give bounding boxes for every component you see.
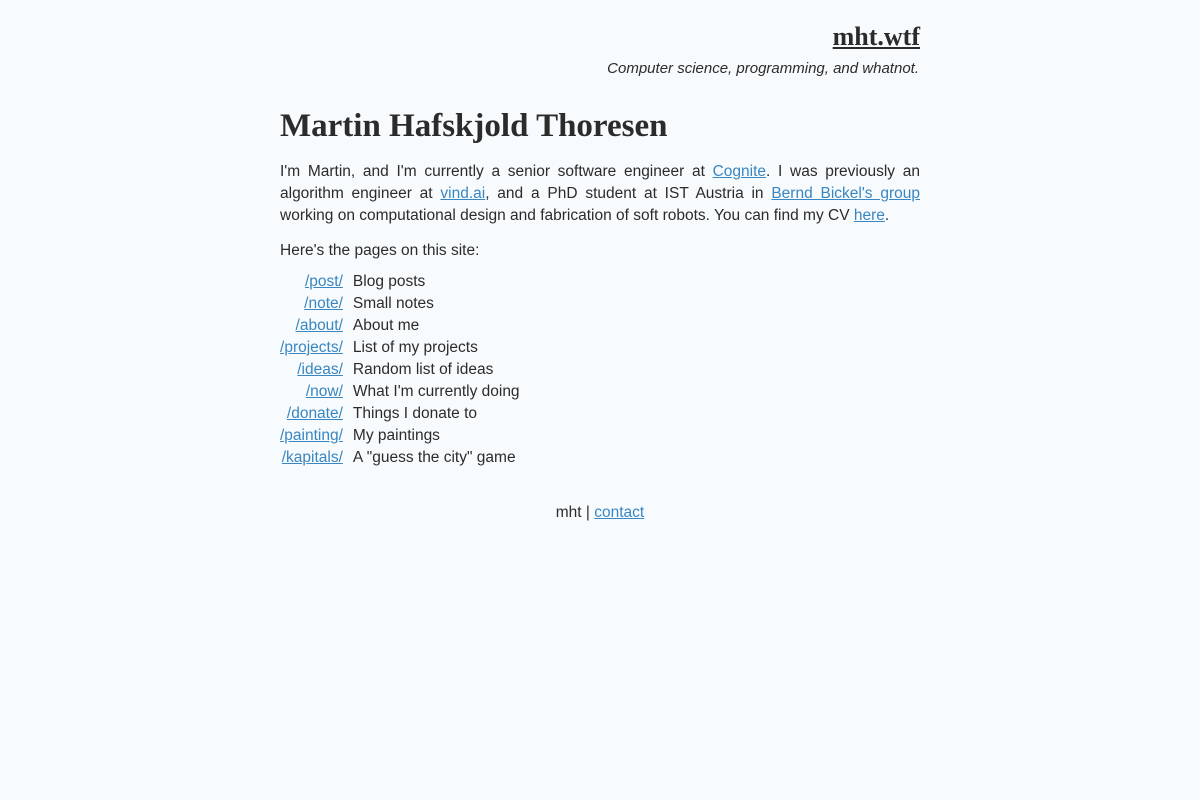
painting-link[interactable]: /painting/	[280, 427, 343, 444]
intro-text-3: , and a PhD student at IST Austria in	[485, 185, 772, 202]
main-content	[280, 104, 920, 469]
intro-text-4: working on computational design and fabrication of soft robots. You can find my CV	[280, 207, 854, 224]
page-row-ideas	[280, 359, 520, 381]
page-description: Blog posts	[352, 273, 426, 290]
pages-table	[280, 271, 520, 469]
page-row-note	[280, 293, 520, 315]
cv-link[interactable]: here	[853, 207, 885, 224]
page-description: About me	[352, 317, 420, 334]
intro-text-2: . I was previously an algorithm engineer at	[280, 163, 920, 202]
kapitals-link[interactable]: /kapitals/	[281, 449, 343, 466]
ideas-link[interactable]: /ideas/	[297, 361, 343, 378]
page-description: Small notes	[352, 295, 434, 312]
page-row-post	[280, 271, 520, 293]
page-row-kapitals	[280, 447, 520, 469]
about-link[interactable]: /about/	[295, 317, 343, 334]
page-description: List of my projects	[352, 339, 478, 356]
page-row-now	[280, 381, 520, 403]
intro-text-5: .	[884, 207, 890, 224]
now-link[interactable]: /now/	[305, 383, 343, 400]
page-description: What I'm currently doing	[352, 383, 520, 400]
post-link[interactable]: /post/	[305, 273, 343, 290]
note-link[interactable]: /note/	[304, 295, 343, 312]
site-title-link[interactable]: mht.wtf	[832, 22, 920, 51]
page-row-donate	[280, 403, 520, 425]
footer-separator: |	[581, 504, 595, 521]
page-description: My paintings	[352, 427, 440, 444]
projects-link[interactable]: /projects/	[280, 339, 343, 356]
site-footer	[280, 502, 920, 524]
page-description: Things I donate to	[352, 405, 478, 422]
page-description: A "guess the city" game	[352, 449, 516, 466]
pages-intro: Here's the pages on this site:	[280, 242, 480, 259]
page-row-about	[280, 315, 520, 337]
page-title: Martin Hafskjold Thoresen	[280, 108, 668, 144]
vind-ai-link[interactable]: vind.ai	[440, 185, 486, 202]
intro-text-1: I'm Martin, and I'm currently a senior software engineer at	[280, 163, 713, 180]
intro-paragraph	[280, 161, 920, 227]
site-header	[280, 20, 920, 79]
footer-name: mht	[555, 504, 582, 521]
donate-link[interactable]: /donate/	[286, 405, 343, 422]
contact-link[interactable]: contact	[594, 504, 645, 521]
cognite-link[interactable]: Cognite	[712, 163, 767, 180]
page-row-painting	[280, 425, 520, 447]
page-description: Random list of ideas	[352, 361, 494, 378]
page-container	[280, 0, 920, 524]
site-tagline: Computer science, programming, and whatnot.	[607, 60, 919, 77]
bernd-bickel-group-link[interactable]: Bernd Bickel's group	[771, 185, 920, 202]
page-row-projects	[280, 337, 520, 359]
